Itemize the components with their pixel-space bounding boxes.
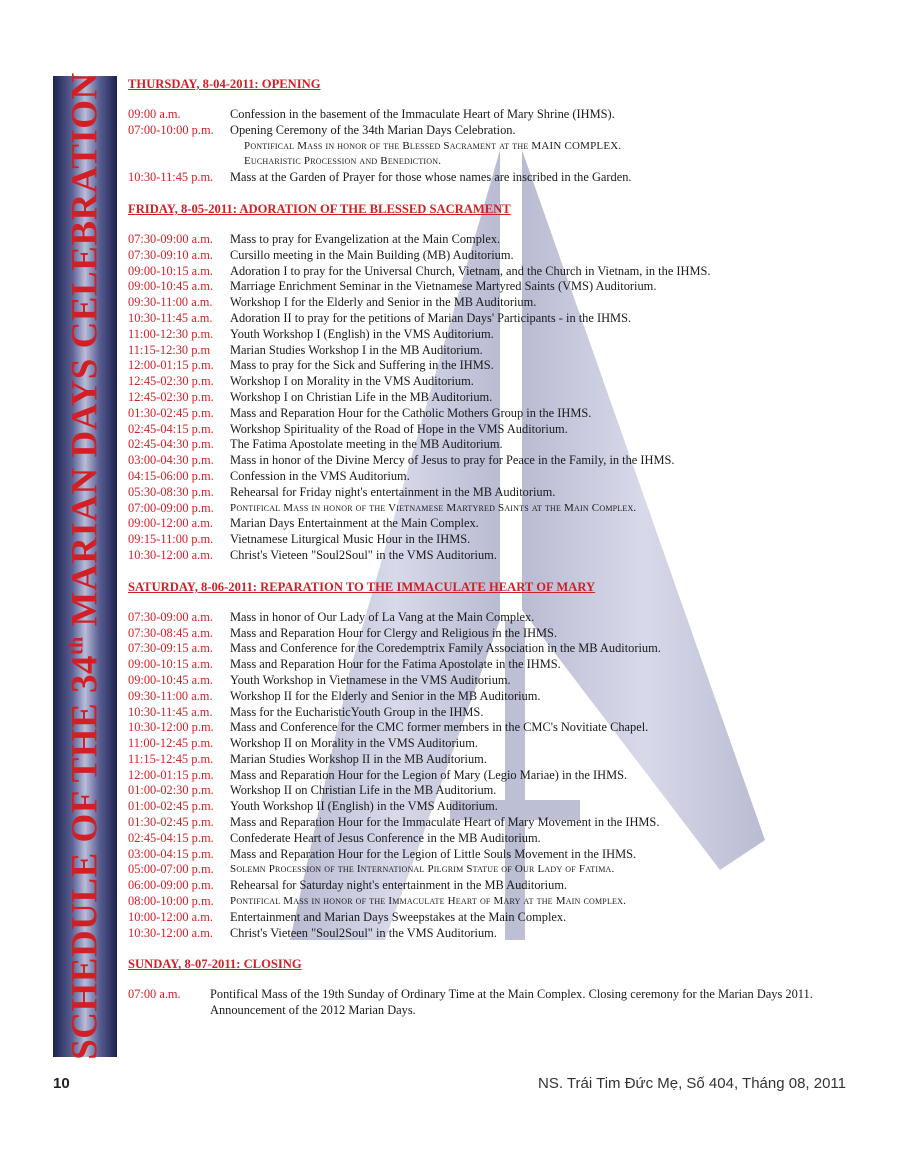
- schedule-row: [128, 641, 828, 657]
- description: Mass and Reparation Hour for the Fatima Apostolate in the IHMS.: [230, 657, 561, 672]
- schedule-row: [128, 532, 828, 548]
- description: Youth Workshop I (English) in the VMS Auditorium.: [230, 326, 494, 341]
- time: 07:30-09:00 a.m.: [128, 231, 214, 246]
- time: 11:00-12:30 p.m.: [128, 326, 214, 341]
- time: 06:00-09:00 p.m.: [128, 878, 214, 893]
- time: 12:00-01:15 p.m.: [128, 767, 214, 782]
- time: 04:15-06:00 p.m.: [128, 468, 214, 483]
- schedule-row: [128, 485, 828, 501]
- description: Mass at the Garden of Prayer for those whose names are inscribed in the Garden.: [230, 170, 632, 185]
- description: Mass and Reparation Hour for the Legion of Little Souls Movement in the IHMS.: [230, 846, 637, 861]
- section-saturday: [128, 579, 828, 942]
- schedule-row: [128, 689, 828, 705]
- section-title-thursday: THURSDAY, 8-04-2011: OPENING: [128, 77, 321, 91]
- schedule-row: [128, 783, 828, 799]
- time: 11:15-12:30 p.m: [128, 342, 211, 357]
- description: Confession in the basement of the Immaculate Heart of Mary Shrine (IHMS).: [230, 107, 615, 121]
- page-number: 10: [53, 1075, 70, 1092]
- schedule-row: [128, 862, 828, 878]
- publication-info: NS. Trái Tim Đức Mẹ, Số 404, Tháng 08, 2011: [538, 1075, 846, 1092]
- description: Workshop Spirituality of the Road of Hope in the VMS Auditorium.: [230, 421, 568, 436]
- schedule-row: [128, 516, 828, 532]
- description: Vietnamese Liturgical Music Hour in the IHMS.: [230, 532, 471, 547]
- schedule-row: [128, 343, 828, 359]
- section-thursday: [128, 76, 828, 186]
- description: Youth Workshop in Vietnamese in the VMS Auditorium.: [230, 672, 511, 687]
- time: 10:30-12:00 a.m.: [128, 925, 214, 940]
- schedule-row: [128, 910, 828, 926]
- section-friday: [128, 201, 828, 564]
- schedule-row: [128, 673, 828, 689]
- description: Marian Studies Workshop I in the MB Auditorium.: [230, 342, 483, 357]
- description: Adoration I to pray for the Universal Church, Vietnam, and the Church in Vietnam, in the IHMS.: [230, 263, 711, 278]
- time: 07:00-09:00 p.m.: [128, 500, 214, 515]
- schedule-row: [128, 248, 828, 264]
- description: Rehearsal for Saturday night's entertainment in the MB Auditorium.: [230, 878, 568, 893]
- schedule-row: [128, 768, 828, 784]
- side-title: SCHEDULE OF THE 34th MARIAN DAYS CELEBRATION: [64, 72, 106, 1060]
- schedule-row: [128, 295, 828, 311]
- schedule-row: [128, 626, 828, 642]
- time: 12:00-01:15 p.m.: [128, 358, 214, 373]
- time: 10:30-11:45 a.m.: [128, 704, 213, 719]
- time: 01:00-02:45 p.m.: [128, 799, 214, 814]
- description: Marriage Enrichment Seminar in the Vietnamese Martyred Saints (VMS) Auditorium.: [230, 279, 657, 294]
- description: Cursillo meeting in the Main Building (MB) Auditorium.: [230, 247, 514, 262]
- time: 02:45-04:15 p.m.: [128, 830, 214, 845]
- time: 09:00-10:15 a.m.: [128, 263, 214, 278]
- schedule-row: [128, 657, 828, 673]
- time: 11:15-12:45 p.m.: [128, 751, 214, 766]
- time: 12:45-02:30 p.m.: [128, 374, 214, 389]
- description: Mass to pray for the Sick and Suffering in the IHMS.: [230, 358, 494, 373]
- schedule-row: [128, 437, 828, 453]
- description: Mass in honor of Our Lady of La Vang at the Main Complex.: [230, 609, 535, 624]
- schedule-row: [128, 170, 828, 186]
- description: Adoration II to pray for the petitions of Marian Days' Participants - in the IHMS.: [230, 310, 632, 325]
- schedule-row: [128, 878, 828, 894]
- time: 05:30-08:30 p.m.: [128, 484, 214, 499]
- description: Pontifical Mass in honor of the Immaculate Heart of Mary at the Main complex.: [230, 895, 627, 908]
- description: Christ's Vieteen "Soul2Soul" in the VMS Auditorium.: [230, 925, 497, 940]
- description: Mass and Reparation Hour for Clergy and Religious in the IHMS.: [230, 625, 558, 640]
- description: Rehearsal for Friday night's entertainment in the MB Auditorium.: [230, 484, 556, 499]
- time: 09:00-10:15 a.m.: [128, 657, 214, 672]
- time: 02:45-04:30 p.m.: [128, 437, 214, 452]
- time: 10:30-12:00 p.m.: [128, 720, 214, 735]
- section-sunday: [128, 956, 828, 1019]
- time: 02:45-04:15 p.m.: [128, 421, 214, 436]
- schedule-row: [128, 390, 828, 406]
- schedule-row: [128, 894, 828, 910]
- time: 08:00-10:00 p.m.: [128, 894, 214, 909]
- description: Marian Days Entertainment at the Main Complex.: [230, 516, 479, 531]
- schedule-row: [128, 831, 828, 847]
- time: 03:00-04:30 p.m.: [128, 453, 214, 468]
- time: 09:00-10:45 a.m.: [128, 672, 214, 687]
- description: Pontifical Mass of the 19th Sunday of Ordinary Time at the Main Complex. Closing ceremony for the Marian Days 2011. Announcement of the 2012 Marian Days.: [210, 987, 813, 1018]
- schedule-row: [128, 548, 828, 564]
- section-title-saturday: SATURDAY, 8-06-2011: REPARATION TO THE IMMACULATE HEART OF MARY: [128, 579, 596, 594]
- description: Workshop I on Christian Life in the MB Auditorium.: [230, 389, 493, 404]
- description: Confederate Heart of Jesus Conference in the MB Auditorium.: [230, 830, 541, 845]
- time: 09:15-11:00 p.m.: [128, 532, 214, 547]
- schedule-row: [128, 327, 828, 343]
- time: 09:00 a.m.: [128, 107, 181, 121]
- schedule-row: [128, 264, 828, 280]
- schedule-row: [128, 232, 828, 248]
- schedule: [128, 76, 828, 1019]
- schedule-row: [128, 358, 828, 374]
- section-title-sunday: SUNDAY, 8-07-2011: CLOSING: [128, 957, 302, 972]
- description: Mass for the EucharisticYouth Group in the IHMS.: [230, 704, 484, 719]
- schedule-row: [128, 453, 828, 469]
- time: 07:30-08:45 a.m.: [128, 625, 214, 640]
- description: Mass in honor of the Divine Mercy of Jesus to pray for Peace in the Family, in the IHMS.: [230, 453, 675, 468]
- time: 09:30-11:00 a.m.: [128, 688, 213, 703]
- description: Mass and Reparation Hour for the Legion of Mary (Legio Mariae) in the IHMS.: [230, 767, 628, 782]
- description: Workshop II on Morality in the VMS Auditorium.: [230, 736, 478, 751]
- description: Workshop II on Christian Life in the MB Auditorium.: [230, 783, 497, 798]
- description: Workshop I on Morality in the VMS Auditorium.: [230, 374, 474, 389]
- time: 07:30-09:15 a.m.: [128, 641, 214, 656]
- schedule-row: [128, 374, 828, 390]
- schedule-row: [128, 799, 828, 815]
- time: 12:45-02:30 p.m.: [128, 389, 214, 404]
- schedule-row: [128, 926, 828, 942]
- time: 10:30-12:00 a.m.: [128, 547, 214, 562]
- time: 07:30-09:10 a.m.: [128, 247, 214, 262]
- schedule-row: [128, 610, 828, 626]
- description: Solemn Procession of the International Pilgrim Statue of Our Lady of Fatima.: [230, 863, 615, 876]
- schedule-row: [128, 752, 828, 768]
- time: 07:00 a.m.: [128, 987, 181, 1002]
- time: 03:00-04:15 p.m.: [128, 846, 214, 861]
- time: 11:00-12:45 p.m.: [128, 736, 214, 751]
- schedule-row: [128, 406, 828, 422]
- schedule-row: [128, 705, 828, 721]
- schedule-row: [128, 311, 828, 327]
- schedule-row: [128, 107, 828, 123]
- description: Pontifical Mass in honor of the Vietnamese Martyred Saints at the Main Complex.: [230, 501, 637, 514]
- description: Mass and Conference for the CMC former members in the CMC's Novitiate Chapel.: [230, 720, 649, 735]
- section-title-friday: FRIDAY, 8-05-2011: ADORATION OF THE BLESSED SACRAMENT: [128, 201, 511, 216]
- description: Marian Studies Workshop II in the MB Auditorium.: [230, 751, 487, 766]
- schedule-row: [128, 815, 828, 831]
- description: Youth Workshop II (English) in the VMS Auditorium.: [230, 799, 498, 814]
- sub-line: Eucharistic Procession and Benediction.: [244, 155, 442, 168]
- time: 10:30-11:45 a.m.: [128, 310, 213, 325]
- description: Workshop I for the Elderly and Senior in the MB Auditorium.: [230, 295, 537, 310]
- schedule-row: [128, 469, 828, 485]
- description: Mass and Conference for the Coredemptrix Family Association in the MB Auditorium.: [230, 641, 661, 656]
- time: 01:00-02:30 p.m.: [128, 783, 214, 798]
- description: Confession in the VMS Auditorium.: [230, 468, 410, 483]
- schedule-row: [128, 501, 828, 517]
- description: Opening Ceremony of the 34th Marian Days Celebration.: [230, 122, 516, 137]
- time: 09:00-12:00 a.m.: [128, 516, 214, 531]
- schedule-row: [128, 720, 828, 736]
- schedule-row: [128, 123, 828, 139]
- description: Mass to pray for Evangelization at the Main Complex.: [230, 231, 501, 246]
- time: 10:30-11:45 p.m.: [128, 170, 214, 185]
- schedule-row: [128, 987, 828, 1019]
- sub-line: Pontifical Mass in honor of the Blessed Sacrament at the MAIN COMPLEX.: [244, 139, 622, 152]
- description: The Fatima Apostolate meeting in the MB Auditorium.: [230, 437, 503, 452]
- time: 09:30-11:00 a.m.: [128, 295, 213, 310]
- schedule-row: [128, 847, 828, 863]
- time: 01:30-02:45 p.m.: [128, 405, 214, 420]
- description: Entertainment and Marian Days Sweepstakes at the Main Complex.: [230, 909, 567, 924]
- time: 10:00-12:00 a.m.: [128, 909, 214, 924]
- description: Mass and Reparation Hour for the Catholic Mothers Group in the IHMS.: [230, 405, 592, 420]
- time: 05:00-07:00 p.m.: [128, 862, 214, 877]
- schedule-row: [128, 279, 828, 295]
- time: 07:30-09:00 a.m.: [128, 609, 214, 624]
- description: Workshop II for the Elderly and Senior in the MB Auditorium.: [230, 688, 541, 703]
- time: 07:00-10:00 p.m.: [128, 122, 214, 137]
- description: Christ's Vieteen "Soul2Soul" in the VMS Auditorium.: [230, 547, 497, 562]
- schedule-row: [128, 422, 828, 438]
- time: 09:00-10:45 a.m.: [128, 279, 214, 294]
- time: 01:30-02:45 p.m.: [128, 815, 214, 830]
- schedule-row: [128, 736, 828, 752]
- description: Mass and Reparation Hour for the Immaculate Heart of Mary Movement in the IHMS.: [230, 815, 660, 830]
